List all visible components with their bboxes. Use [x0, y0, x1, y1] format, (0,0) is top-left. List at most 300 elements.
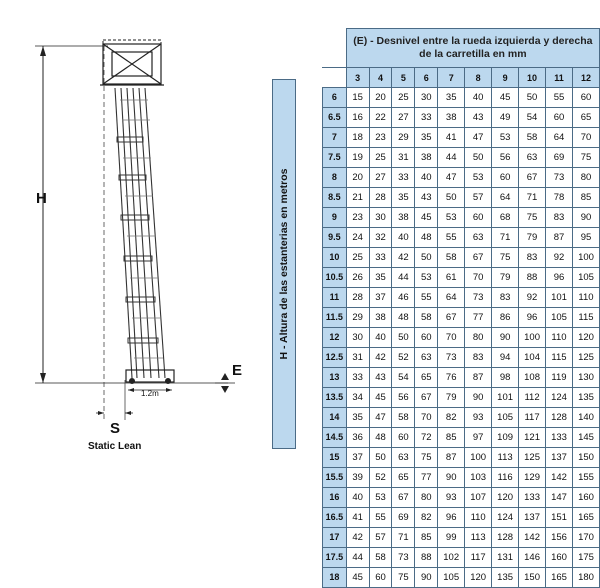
table-cell: 48: [392, 308, 415, 328]
table-cell: 110: [465, 508, 492, 528]
table-cell: 43: [465, 108, 492, 128]
table-cell: 104: [519, 348, 546, 368]
table-row: [323, 328, 600, 348]
table-cell: 70: [465, 268, 492, 288]
table-cell: 83: [465, 348, 492, 368]
table-cell: 53: [415, 268, 438, 288]
table-cell: 18: [346, 128, 369, 148]
table-cell: 73: [438, 348, 465, 368]
table-cell: 63: [519, 148, 546, 168]
table-cell: 70: [572, 128, 599, 148]
table-cell: 93: [465, 408, 492, 428]
table-cell: 80: [572, 168, 599, 188]
table-cell: 110: [572, 288, 599, 308]
table-cell: 25: [346, 248, 369, 268]
table-cell: 46: [392, 288, 415, 308]
table-cell: 71: [392, 528, 415, 548]
table-row: [323, 108, 600, 128]
table-cell: 133: [546, 428, 573, 448]
table-cell: 50: [415, 248, 438, 268]
table-cell: 99: [438, 528, 465, 548]
table-cell: 112: [519, 388, 546, 408]
column-header: 7: [438, 68, 465, 88]
table-cell: 96: [546, 268, 573, 288]
table-cell: 115: [546, 348, 573, 368]
table-cell: 44: [346, 548, 369, 568]
forklift-lean-diagram: [0, 0, 270, 487]
table-cell: 87: [465, 368, 492, 388]
table-cell: 145: [572, 428, 599, 448]
row-height-header: 9: [323, 208, 347, 228]
table-cell: 43: [369, 368, 392, 388]
table-cell: 105: [438, 568, 465, 588]
row-height-header: 7: [323, 128, 347, 148]
table-cell: 80: [465, 328, 492, 348]
table-cell: 79: [492, 268, 519, 288]
table-cell: 38: [369, 308, 392, 328]
row-height-header: 9.5: [323, 228, 347, 248]
table-cell: 29: [392, 128, 415, 148]
column-header: 5: [392, 68, 415, 88]
row-height-header: 17: [323, 528, 347, 548]
table-cell: 175: [572, 548, 599, 568]
table-cell: 137: [519, 508, 546, 528]
table-cell: 50: [369, 448, 392, 468]
table-cell: 165: [546, 568, 573, 588]
table-cell: 33: [415, 108, 438, 128]
table-row: [323, 308, 600, 328]
table-cell: 90: [438, 468, 465, 488]
table-cell: 92: [519, 288, 546, 308]
table-cell: 54: [519, 108, 546, 128]
table-title: (E) - Desnivel entre la rueda izquierda y derecha de la carretilla en mm: [346, 29, 599, 68]
row-height-header: 10.5: [323, 268, 347, 288]
table-cell: 24: [346, 228, 369, 248]
table-cell: 53: [492, 128, 519, 148]
row-height-header: 15: [323, 448, 347, 468]
table-cell: 64: [492, 188, 519, 208]
table-cell: 113: [465, 528, 492, 548]
table-cell: 135: [492, 568, 519, 588]
table-cell: 128: [492, 528, 519, 548]
table-cell: 67: [415, 388, 438, 408]
table-row: [323, 448, 600, 468]
table-cell: 67: [438, 308, 465, 328]
table-cell: 108: [519, 368, 546, 388]
table-cell: 47: [465, 128, 492, 148]
row-height-header: 13.5: [323, 388, 347, 408]
table-cell: 60: [465, 208, 492, 228]
table-cell: 23: [346, 208, 369, 228]
table-cell: 101: [546, 288, 573, 308]
table-cell: 40: [465, 88, 492, 108]
table-cell: 43: [415, 188, 438, 208]
corner-blank: [323, 29, 347, 68]
table-cell: 79: [438, 388, 465, 408]
table-cell: 38: [438, 108, 465, 128]
table-cell: 58: [392, 408, 415, 428]
table-cell: 60: [572, 88, 599, 108]
table-cell: 120: [572, 328, 599, 348]
table-cell: 38: [415, 148, 438, 168]
table-cell: 58: [415, 308, 438, 328]
table-cell: 57: [465, 188, 492, 208]
table-cell: 96: [519, 308, 546, 328]
table-cell: 67: [465, 248, 492, 268]
column-header: 8: [465, 68, 492, 88]
table-row: [323, 88, 600, 108]
table-cell: 60: [546, 108, 573, 128]
table-cell: 35: [392, 188, 415, 208]
table-cell: 55: [546, 88, 573, 108]
column-header: 10: [519, 68, 546, 88]
table-cell: 50: [392, 328, 415, 348]
table-row: [323, 248, 600, 268]
table-cell: 52: [392, 348, 415, 368]
row-height-header: 7.5: [323, 148, 347, 168]
row-height-header: 12: [323, 328, 347, 348]
table-row: [323, 548, 600, 568]
lean-spec-table: [322, 28, 600, 588]
table-cell: 57: [369, 528, 392, 548]
table-cell: 73: [546, 168, 573, 188]
table-cell: 35: [415, 128, 438, 148]
table-cell: 82: [438, 408, 465, 428]
table-cell: 45: [346, 568, 369, 588]
table-cell: 77: [415, 468, 438, 488]
table-cell: 45: [492, 88, 519, 108]
table-cell: 56: [492, 148, 519, 168]
table-cell: 50: [465, 148, 492, 168]
table-cell: 73: [465, 288, 492, 308]
table-cell: 47: [369, 408, 392, 428]
table-cell: 68: [492, 208, 519, 228]
table-cell: 40: [392, 228, 415, 248]
table-cell: 97: [465, 428, 492, 448]
column-header-row: [323, 68, 600, 88]
table-cell: 32: [369, 228, 392, 248]
table-cell: 137: [546, 448, 573, 468]
table-cell: 125: [572, 348, 599, 368]
table-cell: 129: [519, 468, 546, 488]
table-cell: 21: [346, 188, 369, 208]
table-cell: 75: [392, 568, 415, 588]
row-height-header: 14: [323, 408, 347, 428]
table-cell: 65: [415, 368, 438, 388]
level-diff-label: E: [232, 362, 243, 379]
table-cell: 37: [346, 448, 369, 468]
table-cell: 107: [465, 488, 492, 508]
table-cell: 88: [415, 548, 438, 568]
table-cell: 120: [465, 568, 492, 588]
table-cell: 53: [438, 208, 465, 228]
width-dimension-label: 1.2m: [141, 389, 159, 398]
table-cell: 63: [465, 228, 492, 248]
table-cell: 53: [465, 168, 492, 188]
table-cell: 150: [572, 448, 599, 468]
table-cell: 31: [392, 148, 415, 168]
table-cell: 121: [519, 428, 546, 448]
row-height-header: 16.5: [323, 508, 347, 528]
table-cell: 140: [572, 408, 599, 428]
table-cell: 120: [492, 488, 519, 508]
column-header: 3: [346, 68, 369, 88]
table-row: [323, 388, 600, 408]
table-cell: 90: [415, 568, 438, 588]
row-height-header: 16: [323, 488, 347, 508]
table-cell: 60: [492, 168, 519, 188]
table-cell: 85: [438, 428, 465, 448]
table-cell: 165: [572, 508, 599, 528]
table-row: [323, 528, 600, 548]
table-cell: 50: [519, 88, 546, 108]
table-body: [323, 88, 600, 588]
table-row: [323, 268, 600, 288]
column-header: 11: [546, 68, 573, 88]
table-cell: 42: [392, 248, 415, 268]
table-cell: 82: [415, 508, 438, 528]
table-cell: 20: [369, 88, 392, 108]
table-cell: 156: [546, 528, 573, 548]
table-cell: 75: [492, 248, 519, 268]
row-height-header: 8: [323, 168, 347, 188]
table-cell: 64: [438, 288, 465, 308]
row-height-header: 14.5: [323, 428, 347, 448]
table-cell: 142: [546, 468, 573, 488]
table-cell: 93: [438, 488, 465, 508]
table-row: [323, 508, 600, 528]
table-cell: 67: [519, 168, 546, 188]
table-cell: 40: [346, 488, 369, 508]
table-cell: 56: [392, 388, 415, 408]
table-row: [323, 148, 600, 168]
row-height-header: 11.5: [323, 308, 347, 328]
table-cell: 69: [546, 148, 573, 168]
table-cell: 102: [438, 548, 465, 568]
table-cell: 96: [438, 508, 465, 528]
table-cell: 41: [346, 508, 369, 528]
table-cell: 70: [438, 328, 465, 348]
table-cell: 124: [492, 508, 519, 528]
table-cell: 25: [369, 148, 392, 168]
table-cell: 55: [415, 288, 438, 308]
table-cell: 52: [369, 468, 392, 488]
table-cell: 69: [392, 508, 415, 528]
table-cell: 60: [369, 568, 392, 588]
table-cell: 128: [546, 408, 573, 428]
table-row: [323, 288, 600, 308]
table-cell: 142: [519, 528, 546, 548]
table-cell: 147: [546, 488, 573, 508]
table-cell: 25: [392, 88, 415, 108]
table-cell: 33: [392, 168, 415, 188]
table-row: [323, 348, 600, 368]
table-cell: 34: [346, 388, 369, 408]
table-cell: 90: [465, 388, 492, 408]
row-height-header: 8.5: [323, 188, 347, 208]
table-cell: 85: [572, 188, 599, 208]
table-cell: 94: [492, 348, 519, 368]
table-cell: 75: [415, 448, 438, 468]
table-cell: 60: [392, 428, 415, 448]
table-cell: 49: [492, 108, 519, 128]
table-cell: 33: [346, 368, 369, 388]
table-cell: 36: [346, 428, 369, 448]
table-cell: 27: [369, 168, 392, 188]
table-cell: 170: [572, 528, 599, 548]
table-cell: 67: [392, 488, 415, 508]
table-cell: 75: [572, 148, 599, 168]
table-cell: 117: [465, 548, 492, 568]
table-cell: 113: [492, 448, 519, 468]
table-cell: 76: [438, 368, 465, 388]
table-row: [323, 468, 600, 488]
table-cell: 39: [346, 468, 369, 488]
table-cell: 131: [492, 548, 519, 568]
table-cell: 55: [438, 228, 465, 248]
table-cell: 88: [519, 268, 546, 288]
table-cell: 44: [438, 148, 465, 168]
table-cell: 22: [369, 108, 392, 128]
table-cell: 87: [438, 448, 465, 468]
side-label-panel: [272, 79, 296, 449]
table-cell: 48: [415, 228, 438, 248]
height-label: H: [36, 190, 47, 207]
table-cell: 26: [346, 268, 369, 288]
table-cell: 98: [492, 368, 519, 388]
table-cell: 30: [369, 208, 392, 228]
table-cell: 105: [492, 408, 519, 428]
corner-blank-2: [323, 68, 347, 88]
table-cell: 54: [392, 368, 415, 388]
table-cell: 50: [438, 188, 465, 208]
table-cell: 45: [369, 388, 392, 408]
table-cell: 79: [519, 228, 546, 248]
table-row: [323, 228, 600, 248]
table-cell: 63: [392, 448, 415, 468]
table-cell: 42: [346, 528, 369, 548]
table-cell: 15: [346, 88, 369, 108]
table-row: [323, 408, 600, 428]
table-row: [323, 188, 600, 208]
table-cell: 119: [546, 368, 573, 388]
table-cell: 35: [369, 268, 392, 288]
table-cell: 83: [492, 288, 519, 308]
table-cell: 105: [572, 268, 599, 288]
table-cell: 160: [572, 488, 599, 508]
table-cell: 40: [415, 168, 438, 188]
row-height-header: 18: [323, 568, 347, 588]
table-cell: 110: [546, 328, 573, 348]
table-cell: 23: [369, 128, 392, 148]
diagram-caption: Static Lean: [88, 441, 142, 452]
table-cell: 80: [415, 488, 438, 508]
table-cell: 135: [572, 388, 599, 408]
table-cell: 90: [572, 208, 599, 228]
table-cell: 55: [369, 508, 392, 528]
column-header: 4: [369, 68, 392, 88]
table-cell: 41: [438, 128, 465, 148]
table-cell: 58: [438, 248, 465, 268]
table-cell: 77: [465, 308, 492, 328]
table-row: [323, 428, 600, 448]
table-cell: 115: [572, 308, 599, 328]
row-height-header: 17.5: [323, 548, 347, 568]
table-cell: 180: [572, 568, 599, 588]
table-cell: 87: [546, 228, 573, 248]
table-cell: 100: [572, 248, 599, 268]
lean-label: S: [110, 420, 121, 437]
table-cell: 150: [519, 568, 546, 588]
row-height-header: 12.5: [323, 348, 347, 368]
row-height-header: 6.5: [323, 108, 347, 128]
table-cell: 58: [519, 128, 546, 148]
table-cell: 48: [369, 428, 392, 448]
table-cell: 100: [465, 448, 492, 468]
table-cell: 75: [519, 208, 546, 228]
table-cell: 53: [369, 488, 392, 508]
table-cell: 73: [392, 548, 415, 568]
table-cell: 100: [519, 328, 546, 348]
table-cell: 42: [369, 348, 392, 368]
table-cell: 20: [346, 168, 369, 188]
table-cell: 125: [519, 448, 546, 468]
table-cell: 133: [519, 488, 546, 508]
table-cell: 103: [465, 468, 492, 488]
row-height-header: 10: [323, 248, 347, 268]
table-cell: 160: [546, 548, 573, 568]
table-cell: 65: [572, 108, 599, 128]
table-cell: 124: [546, 388, 573, 408]
table-cell: 28: [346, 288, 369, 308]
table-cell: 60: [415, 328, 438, 348]
table-cell: 47: [438, 168, 465, 188]
table-cell: 151: [546, 508, 573, 528]
table-cell: 35: [346, 408, 369, 428]
table-cell: 117: [519, 408, 546, 428]
table-cell: 37: [369, 288, 392, 308]
table-cell: 70: [415, 408, 438, 428]
table-row: [323, 488, 600, 508]
table-cell: 28: [369, 188, 392, 208]
table-cell: 35: [438, 88, 465, 108]
table-cell: 146: [519, 548, 546, 568]
table-cell: 64: [546, 128, 573, 148]
table-cell: 85: [415, 528, 438, 548]
table-cell: 61: [438, 268, 465, 288]
table-cell: 101: [492, 388, 519, 408]
table-cell: 78: [546, 188, 573, 208]
table-row: [323, 168, 600, 188]
table-cell: 109: [492, 428, 519, 448]
table-cell: 30: [346, 328, 369, 348]
table-cell: 29: [346, 308, 369, 328]
table-cell: 40: [369, 328, 392, 348]
table-cell: 116: [492, 468, 519, 488]
table-cell: 27: [392, 108, 415, 128]
table-cell: 105: [546, 308, 573, 328]
table-cell: 44: [392, 268, 415, 288]
table-cell: 92: [546, 248, 573, 268]
column-header: 12: [572, 68, 599, 88]
table-cell: 19: [346, 148, 369, 168]
row-height-header: 6: [323, 88, 347, 108]
row-height-header: 11: [323, 288, 347, 308]
table-cell: 33: [369, 248, 392, 268]
table-cell: 155: [572, 468, 599, 488]
side-label: H - Altura de las estanterias en metros: [278, 168, 290, 360]
table-row: [323, 208, 600, 228]
